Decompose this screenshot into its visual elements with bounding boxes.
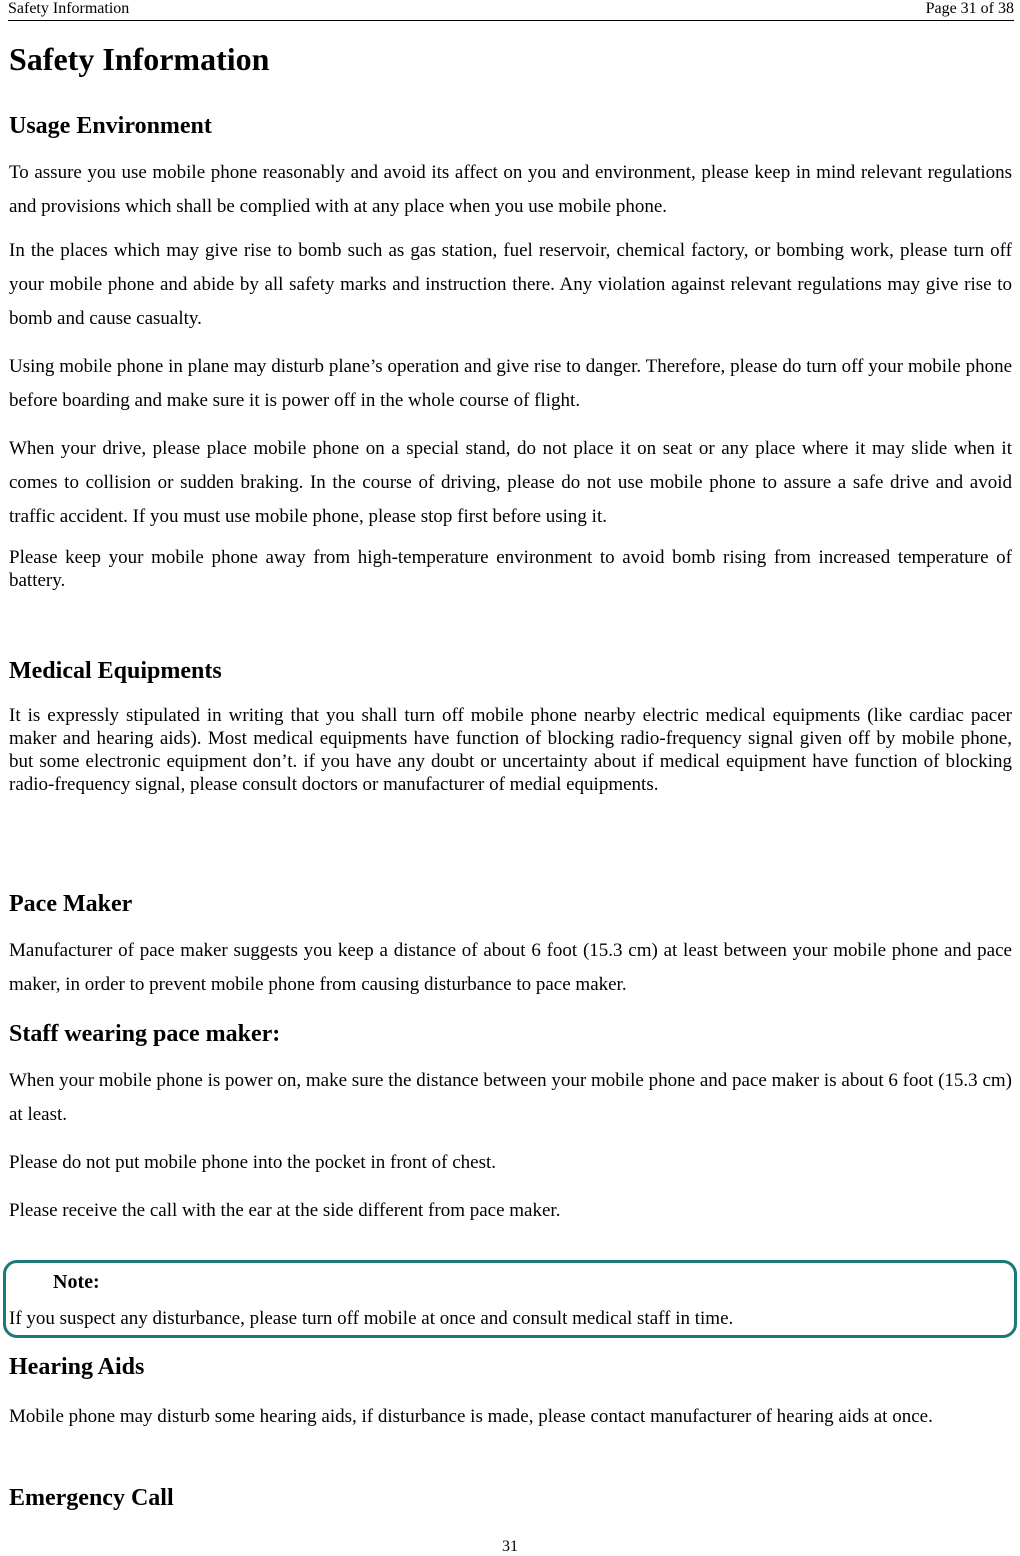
paragraph: When your drive, please place mobile phone on a special stand, do not place it on seat or any place where it may slide when it comes to collision or sudden braking. In the course of driving, please do not use mobile phone to assure a safe drive and avoid traffic accident. If you must use mobile phone, please stop first before using it. — [9, 438, 1012, 527]
paragraph: Please receive the call with the ear at the side different from pace maker. — [9, 1200, 561, 1221]
heading-pace-maker: Pace Maker — [9, 891, 133, 917]
paragraph: Manufacturer of pace maker suggests you keep a distance of about 6 foot (15.3 cm) at least between your mobile phone and pace maker, in order to prevent mobile phone from causing disturbance to pace maker. — [9, 940, 1012, 995]
paragraph: In the places which may give rise to bomb such as gas station, fuel reservoir, chemical factory, or bombing work, please turn off your mobile phone and abide by all safety marks and instruction there. Any violation against relevant regulations may give rise to bomb and cause casualty. — [9, 240, 1012, 329]
heading-usage-environment: Usage Environment — [9, 113, 212, 139]
paragraph: Please do not put mobile phone into the pocket in front of chest. — [9, 1152, 497, 1173]
paragraph: When your mobile phone is power on, make sure the distance between your mobile phone and pace maker is about 6 foot (15.3 cm) at least. — [9, 1070, 1012, 1125]
page-title: Safety Information — [9, 41, 270, 77]
paragraph: It is expressly stipulated in writing that you shall turn off mobile phone nearby electric medical equipments (like cardiac pacer maker and hearing aids). Most medical equipments have function of blocking radio-frequency signal given off by mobile phone, but some electronic equipment don’t. if you have any doubt or uncertainty about if medical equipment have function of blocking radio-frequency signal, please consult doctors or manufacturer of medial equipments. — [9, 705, 1012, 795]
paragraph: To assure you use mobile phone reasonably and avoid its affect on you and environment, please keep in mind relevant regulations and provisions which shall be complied with at any place when you use mobile phone. — [9, 162, 1012, 217]
note-label: Note: — [53, 1271, 100, 1293]
header-page-indicator: Page 31 of 38 — [925, 0, 1014, 17]
header-section-title: Safety Information — [8, 0, 130, 17]
paragraph: Mobile phone may disturb some hearing aids, if disturbance is made, please contact manufacturer of hearing aids at once. — [9, 1406, 933, 1427]
heading-medical-equipments: Medical Equipments — [9, 658, 222, 684]
heading-emergency-call: Emergency Call — [9, 1485, 174, 1511]
paragraph: Please keep your mobile phone away from high-temperature environment to avoid bomb rising from increased temperature of battery. — [9, 547, 1012, 591]
paragraph: Using mobile phone in plane may disturb plane’s operation and give rise to danger. Therefore, please do turn off your mobile phone before boarding and make sure it is power off in the whole course of flight. — [9, 356, 1012, 411]
heading-staff-wearing-pace-maker: Staff wearing pace maker: — [9, 1021, 281, 1047]
heading-hearing-aids: Hearing Aids — [9, 1354, 145, 1380]
note-text: If you suspect any disturbance, please turn off mobile at once and consult medical staff in time. — [9, 1308, 734, 1329]
page-number: 31 — [502, 1538, 518, 1555]
page-header — [8, 0, 1014, 21]
